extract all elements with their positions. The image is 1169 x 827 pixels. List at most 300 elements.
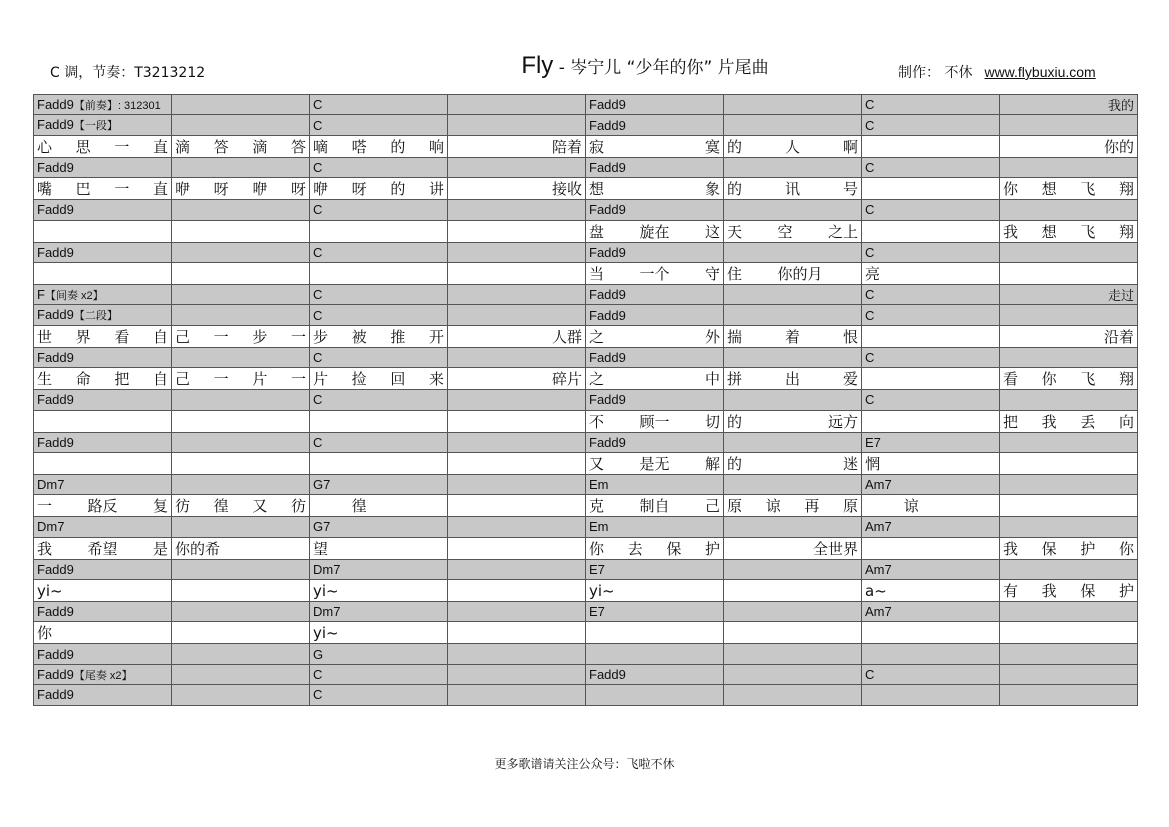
lyric-text: 盘 旋在 这 [589, 222, 720, 241]
chord-cell: Am7 [862, 602, 1000, 622]
chord-cell [724, 242, 862, 262]
chord-row [34, 685, 1138, 705]
lyric-text: 徨 [351, 497, 367, 516]
lyric-text: 你 想 飞 翔 [1003, 180, 1134, 199]
chord-cell [1000, 432, 1138, 452]
lyric-text: 之 外 [589, 327, 720, 346]
footer-note: 更多歌谱请关注公众号：飞啦不休 [494, 757, 675, 771]
chord-row [34, 474, 1138, 494]
chord-cell [724, 559, 862, 579]
chord-row [34, 664, 1138, 684]
lyric-cell [34, 325, 172, 347]
chord-cell [172, 664, 310, 684]
chord-row [34, 200, 1138, 220]
chord-cell [1000, 685, 1138, 705]
chord-cell [724, 390, 862, 410]
chord-cell: C [310, 347, 448, 367]
lyric-cell [34, 262, 172, 284]
lyric-row [34, 495, 1138, 517]
lyric-cell [586, 178, 724, 200]
lyric-cell [724, 262, 862, 284]
lyric-cell [34, 220, 172, 242]
chord-cell [724, 474, 862, 494]
lyric-cell [1000, 537, 1138, 559]
lyric-cell [862, 135, 1000, 157]
lyric-text: 原 谅 再 原 [727, 497, 858, 516]
lyric-cell [34, 368, 172, 390]
chord-cell: E7 [586, 559, 724, 579]
chord-cell: Dm7 [34, 517, 172, 537]
lyric-row [34, 325, 1138, 347]
chord-cell: C [310, 432, 448, 452]
chord-cell [724, 602, 862, 622]
chord-cell [172, 559, 310, 579]
lyric-text: 世 界 看 自 [37, 327, 168, 346]
chord-cell: Am7 [862, 559, 1000, 579]
lyric-cell [724, 580, 862, 602]
chord-cell: Fadd9 [586, 305, 724, 325]
lyric-cell: 沿着 [1000, 325, 1138, 347]
chord-row [34, 390, 1138, 410]
lyric-text: 步 被 推 开 [313, 327, 444, 346]
chord-cell [724, 517, 862, 537]
lyric-cell: 接收 [448, 178, 586, 200]
chord-cell: Fadd9 [34, 390, 172, 410]
chord-cell: C [862, 157, 1000, 177]
lyric-row [34, 622, 1138, 644]
chord-cell: C [310, 115, 448, 135]
lyric-cell: 亮 [862, 262, 1000, 284]
lyric-cell [724, 135, 862, 157]
chord-cell [448, 474, 586, 494]
section-tag: 【间奏 x2】 [44, 289, 104, 302]
chord-cell [862, 685, 1000, 705]
chord-cell: Fadd9 [34, 602, 172, 622]
chord-cell [862, 644, 1000, 664]
chord-cell: 走过 [1000, 284, 1138, 304]
chord-cell: Fadd9 [34, 644, 172, 664]
chord-row [34, 602, 1138, 622]
chord-row [34, 242, 1138, 262]
chord-row [34, 644, 1138, 664]
lyric-cell [1000, 495, 1138, 517]
chord-cell [448, 685, 586, 705]
chord-cell: C [310, 95, 448, 115]
chord-cell [1000, 305, 1138, 325]
lyric-cell [862, 622, 1000, 644]
lyric-cell [310, 220, 448, 242]
chord-cell [1000, 242, 1138, 262]
lyric-text: 的 讯 号 [727, 180, 858, 199]
chord-cell: C [862, 284, 1000, 304]
lyric-cell: 你 [34, 622, 172, 644]
lyric-cell [586, 410, 724, 432]
lyric-cell [724, 622, 862, 644]
lyric-row [34, 178, 1138, 200]
chord-cell [724, 347, 862, 367]
lyric-cell [34, 410, 172, 432]
lyric-cell [724, 495, 862, 517]
lyric-text: 咿 呀 的 讲 [313, 180, 444, 199]
lyric-row [34, 452, 1138, 474]
lyric-cell [172, 220, 310, 242]
chord-row [34, 559, 1138, 579]
chord-cell: Fadd9 [586, 664, 724, 684]
lyric-text: 有 我 保 护 [1003, 582, 1134, 601]
lyric-cell [586, 325, 724, 347]
chord-row [34, 157, 1138, 177]
lyric-cell: yi~ [310, 580, 448, 602]
lyric-text: 己 一 步 一 [175, 327, 306, 346]
chord-cell: G7 [310, 517, 448, 537]
chord-cell [172, 390, 310, 410]
chord-cell: Em [586, 517, 724, 537]
chord-cell [724, 115, 862, 135]
chord-cell [448, 242, 586, 262]
chord-cell: C [862, 347, 1000, 367]
chord-cell [724, 95, 862, 115]
lyric-cell [448, 410, 586, 432]
lyric-cell [172, 325, 310, 347]
chord-cell [724, 685, 862, 705]
lyric-cell: a~ [862, 580, 1000, 602]
chord-cell [172, 432, 310, 452]
lyric-cell [172, 410, 310, 432]
lyric-cell [862, 178, 1000, 200]
chord-row [34, 305, 1138, 325]
lyric-cell [34, 537, 172, 559]
chord-cell: Dm7 [310, 559, 448, 579]
chord-cell: C [310, 305, 448, 325]
chord-cell [172, 157, 310, 177]
site-link[interactable]: www.flybuxiu.com [984, 64, 1096, 80]
lyric-cell [586, 622, 724, 644]
chord-cell [172, 474, 310, 494]
chord-cell [724, 305, 862, 325]
lyric-cell [34, 135, 172, 157]
lyric-text: 当 一个 守 [589, 264, 720, 283]
lyric-cell: 你的 [1000, 135, 1138, 157]
lyric-row [34, 537, 1138, 559]
lyric-cell [34, 495, 172, 517]
chord-cell [448, 664, 586, 684]
lyric-cell [310, 135, 448, 157]
lyric-row [34, 262, 1138, 284]
chord-row [34, 517, 1138, 537]
chord-cell: E7 [862, 432, 1000, 452]
chord-cell: Fadd9 [586, 200, 724, 220]
chord-cell [1000, 200, 1138, 220]
lyric-text: 嘴 巴 一 直 [37, 180, 168, 199]
lyric-text: 的 远方 [727, 412, 858, 431]
lyric-cell [172, 262, 310, 284]
chord-row [34, 347, 1138, 367]
lyric-cell: 陪着 [448, 135, 586, 157]
lyric-cell: 人群 [448, 325, 586, 347]
chord-cell: Fadd9 [586, 115, 724, 135]
lyric-cell: yi~ [310, 622, 448, 644]
lyric-cell: 惘 [862, 452, 1000, 474]
chord-cell [1000, 474, 1138, 494]
chord-cell: C [310, 157, 448, 177]
lyric-cell [1000, 178, 1138, 200]
chord-cell: C [862, 200, 1000, 220]
lyric-cell [172, 537, 310, 559]
lyric-cell [310, 410, 448, 432]
song-title-cn: - 岑宁儿 “少年的你” 片尾曲 [553, 58, 769, 78]
lyric-text: 想 象 [589, 180, 720, 199]
lyric-text: 一 路反 复 [37, 497, 168, 516]
section-tag: 【一段】 [73, 120, 118, 133]
chord-cell [1000, 664, 1138, 684]
chord-cell [172, 242, 310, 262]
lyric-cell [1000, 262, 1138, 284]
chord-cell [172, 602, 310, 622]
lyric-cell [586, 262, 724, 284]
lyric-cell: 碎片 [448, 368, 586, 390]
chord-cell [448, 95, 586, 115]
lyric-cell [448, 622, 586, 644]
section-tag: 【尾奏 x2】 [73, 669, 133, 682]
chord-cell: Fadd9 [34, 200, 172, 220]
lyric-cell [862, 537, 1000, 559]
lyric-cell [586, 452, 724, 474]
lyric-cell [586, 537, 724, 559]
chord-cell: Fadd9 [586, 95, 724, 115]
chord-cell: Fadd9 [586, 432, 724, 452]
chord-cell: C [310, 390, 448, 410]
chord-cell: Am7 [862, 474, 1000, 494]
lyric-cell [1000, 368, 1138, 390]
chord-cell [1000, 157, 1138, 177]
lyric-cell [448, 537, 586, 559]
chord-cell [448, 115, 586, 135]
lyric-cell [724, 368, 862, 390]
chord-cell [448, 200, 586, 220]
chord-cell [1000, 115, 1138, 135]
lyric-text: 全世界 [812, 539, 858, 558]
chord-row [34, 95, 1138, 115]
lyric-cell [724, 452, 862, 474]
lyric-cell [448, 495, 586, 517]
lyric-text: 生 命 把 自 [37, 370, 168, 389]
lyric-text: 我 希望 是 [37, 539, 168, 558]
chord-cell: Fadd9【一段】 [34, 115, 172, 135]
chord-cell [586, 685, 724, 705]
chord-cell: C [310, 242, 448, 262]
chord-cell [448, 305, 586, 325]
lyric-text: 彷 徨 又 彷 [175, 497, 306, 516]
chord-cell [1000, 517, 1138, 537]
lyric-cell [172, 368, 310, 390]
lyric-text: 之 中 [589, 370, 720, 389]
lyric-row [34, 368, 1138, 390]
lyric-text: 你的希 [175, 539, 221, 558]
lyric-text: 心 思 一 直 [37, 137, 168, 156]
chord-cell: F【间奏 x2】 [34, 284, 172, 304]
chord-cell [724, 200, 862, 220]
lyric-row [34, 580, 1138, 602]
chord-cell [586, 644, 724, 664]
chord-cell [448, 347, 586, 367]
lyric-cell [310, 325, 448, 347]
chord-cell: C [310, 284, 448, 304]
lyric-cell [448, 580, 586, 602]
chord-cell: Fadd9【尾奏 x2】 [34, 664, 172, 684]
lyric-text: 我 保 护 你 [1003, 539, 1134, 558]
lyric-cell [310, 495, 448, 517]
lyric-text: 住 你的月 [727, 264, 823, 283]
lyric-cell [310, 368, 448, 390]
lyric-cell [586, 495, 724, 517]
chord-cell [172, 644, 310, 664]
chord-cell: G7 [310, 474, 448, 494]
chord-cell [172, 685, 310, 705]
chord-cell [172, 95, 310, 115]
lyric-cell [586, 220, 724, 242]
chord-cell [172, 517, 310, 537]
lyric-text: 寂 寞 [589, 137, 720, 156]
chord-cell [724, 284, 862, 304]
chord-row [34, 432, 1138, 452]
chord-cell [448, 602, 586, 622]
chord-cell [172, 347, 310, 367]
chord-cell: C [862, 95, 1000, 115]
chord-cell [724, 432, 862, 452]
lyric-cell [172, 622, 310, 644]
lyric-row [34, 410, 1138, 432]
chord-cell [448, 432, 586, 452]
lyric-cell [1000, 220, 1138, 242]
chord-cell [448, 559, 586, 579]
chord-cell: Fadd9 [34, 685, 172, 705]
chord-cell: C [310, 685, 448, 705]
lyric-cell [172, 495, 310, 517]
lyric-cell [862, 410, 1000, 432]
chord-cell: C [310, 200, 448, 220]
chord-cell: Fadd9 [34, 432, 172, 452]
chord-cell: C [862, 305, 1000, 325]
lyric-cell [310, 452, 448, 474]
chord-cell: Fadd9 [34, 347, 172, 367]
chord-cell: Am7 [862, 517, 1000, 537]
chord-cell: Fadd9 [586, 157, 724, 177]
lyric-cell [1000, 580, 1138, 602]
lyric-text: 你 去 保 护 [589, 539, 720, 558]
lyric-text: 克 制自 己 [589, 497, 720, 516]
chord-cell: Dm7 [34, 474, 172, 494]
chord-cell: Fadd9 [586, 347, 724, 367]
lyric-cell [172, 135, 310, 157]
lyric-text: 不 顾一 切 [589, 412, 720, 431]
lyric-cell [34, 452, 172, 474]
chord-row [34, 115, 1138, 135]
lyric-cell [862, 325, 1000, 347]
chord-sheet-table [33, 94, 1138, 706]
lyric-cell [1000, 622, 1138, 644]
key-tempo: C 调，节奏：T3213212 [50, 65, 206, 81]
lyric-row [34, 135, 1138, 157]
lyric-text: 咿 呀 咿 呀 [175, 180, 306, 199]
chord-cell [724, 664, 862, 684]
chord-cell: Em [586, 474, 724, 494]
lyric-cell [862, 495, 1000, 517]
credit-author: 制作： 不休 [898, 65, 973, 81]
lyric-cell [724, 325, 862, 347]
chord-cell [1000, 602, 1138, 622]
lyric-cell [724, 537, 862, 559]
chord-cell [172, 284, 310, 304]
lyric-cell [448, 452, 586, 474]
lyric-cell: yi~ [586, 580, 724, 602]
chord-cell [448, 157, 586, 177]
chord-cell: C [862, 664, 1000, 684]
section-tag: 【前奏】: 312301 [73, 99, 161, 112]
lyric-text: 把 我 丢 向 [1003, 412, 1134, 431]
chord-row [34, 284, 1138, 304]
lyric-cell [586, 368, 724, 390]
lyric-cell [172, 178, 310, 200]
chord-cell: Fadd9 [34, 559, 172, 579]
chord-cell [1000, 644, 1138, 664]
chord-cell [448, 284, 586, 304]
lyric-text: 看 你 飞 翔 [1003, 370, 1134, 389]
chord-cell [724, 644, 862, 664]
chord-cell: Fadd9【二段】 [34, 305, 172, 325]
lyric-cell [724, 178, 862, 200]
chord-cell [172, 305, 310, 325]
chord-cell [448, 644, 586, 664]
lyric-text: 我 想 飞 翔 [1003, 222, 1134, 241]
lyric-cell [310, 178, 448, 200]
chord-cell [172, 200, 310, 220]
chord-cell: Fadd9 [34, 242, 172, 262]
lyric-text: 天 空 之上 [727, 222, 858, 241]
lyric-cell [862, 220, 1000, 242]
chord-cell [724, 157, 862, 177]
lyric-text: 拼 出 爱 [727, 370, 858, 389]
lyric-text: 又 是无 解 [589, 454, 720, 473]
chord-cell: E7 [586, 602, 724, 622]
lyric-cell [172, 580, 310, 602]
lyric-text: 的 人 啊 [727, 137, 858, 156]
chord-cell: C [862, 115, 1000, 135]
lyric-cell [724, 410, 862, 432]
lyric-text: 的 迷 [727, 454, 858, 473]
lyric-text: 己 一 片 一 [175, 370, 306, 389]
lyric-cell [586, 135, 724, 157]
chord-cell: G [310, 644, 448, 664]
song-title-en: Fly [521, 52, 554, 79]
lyric-text: 嘀 嗒 的 响 [313, 137, 444, 156]
lyric-cell [310, 262, 448, 284]
section-tag: 【二段】 [73, 310, 118, 323]
lyric-text: 谅 [903, 497, 919, 516]
chord-cell: Fadd9 [586, 284, 724, 304]
chord-cell [448, 390, 586, 410]
lyric-cell [448, 220, 586, 242]
lyric-row [34, 220, 1138, 242]
lyric-cell: 望 [310, 537, 448, 559]
lyric-text: 滴 答 滴 答 [175, 137, 306, 156]
chord-cell: Fadd9 [586, 390, 724, 410]
lyric-cell: yi~ [34, 580, 172, 602]
lyric-text: 揣 着 恨 [727, 327, 858, 346]
lyric-cell [1000, 452, 1138, 474]
chord-cell: C [862, 242, 1000, 262]
chord-cell: 我的 [1000, 95, 1138, 115]
chord-cell: C [862, 390, 1000, 410]
